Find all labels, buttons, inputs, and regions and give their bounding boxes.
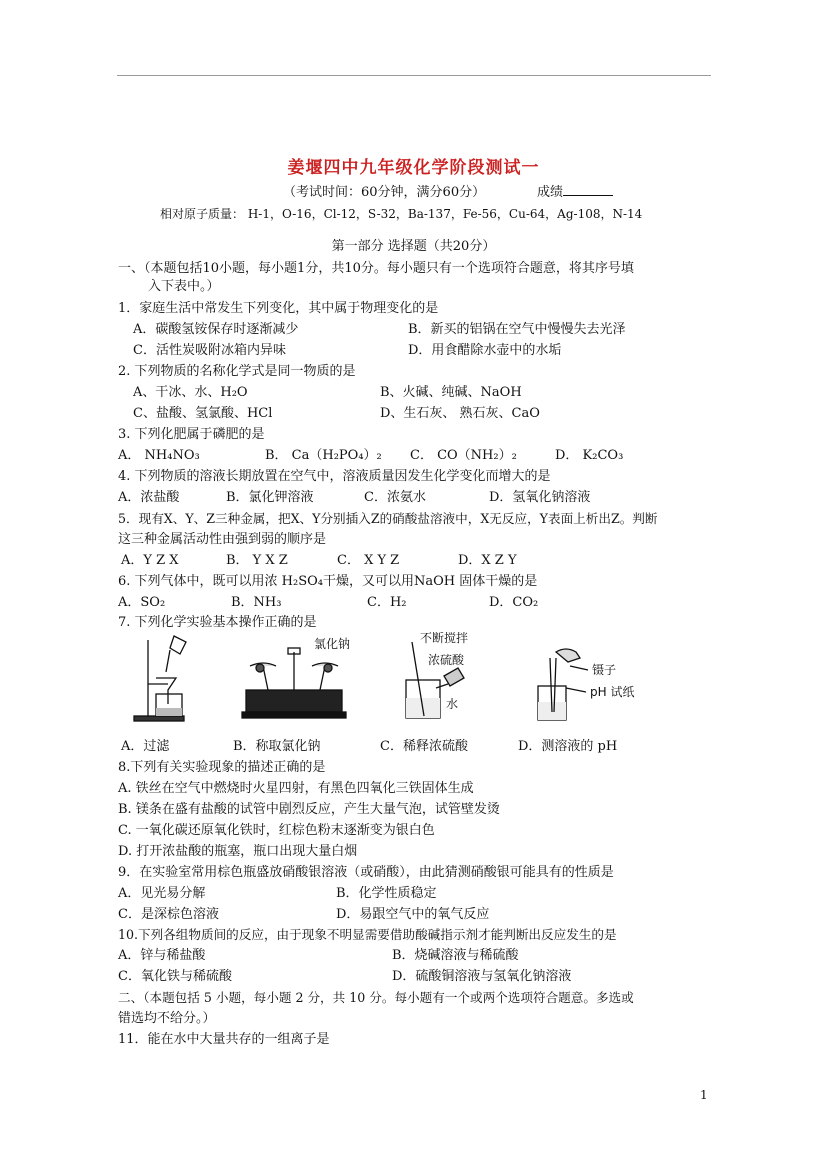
label-tweezer: 镊子	[592, 663, 617, 677]
q10-stem: 10.下列各组物质间的反应，由于现象不明显需要借助酸碱指示剂才能判断出反应发生的是	[118, 927, 617, 942]
q8-option-c: C. 一氧化碳还原氧化铁时，红棕色粉末逐渐变为银白色	[118, 823, 435, 838]
q7-option-c: C．稀释浓硫酸	[380, 739, 468, 754]
q5-option-c: C． X Y Z	[337, 553, 400, 568]
q4-option-c: C．浓氨水	[364, 490, 426, 505]
q1-stem: 1．家庭生活中常发生下列变化，其中属于物理变化的是	[118, 301, 439, 316]
exam-info: （考试时间：60分钟，满分60分）	[283, 185, 486, 200]
section1-title: 第一部分 选择题（共20分）	[331, 239, 496, 254]
q10-option-c: C．氧化铁与稀硫酸	[118, 969, 232, 984]
section1-instr-2: 入下表中。）	[148, 279, 220, 294]
section2-instr-1: 二、（本题包括 5 小题，每小题 2 分，共 10 分。每小题有一个或两个选项符合题意。多选或	[118, 990, 634, 1005]
q9-option-a: A．见光易分解	[118, 886, 206, 901]
q1-option-d: D．用食醋除水壶中的水垢	[408, 343, 562, 358]
q2-option-c: C、盐酸、氢氯酸、HCl	[133, 406, 273, 421]
q4-option-a: A．浓盐酸	[118, 490, 180, 505]
q1-option-b: B．新买的铝锅在空气中慢慢失去光泽	[408, 322, 626, 337]
score-label: 成绩	[537, 185, 564, 200]
q4-option-d: D．氢氧化钠溶液	[489, 490, 591, 505]
q9-option-b: B．化学性质稳定	[336, 886, 437, 901]
ph-test-apparatus-icon	[538, 649, 588, 720]
q7-option-b: B．称取氯化钠	[233, 739, 321, 754]
section1-instr-1: 一、（本题包括10小题，每小题1分，共10分。每小题只有一个选项符合题意，将其序号填	[118, 261, 634, 276]
q3-option-b: B． Ca（H₂PO₄）₂	[265, 448, 382, 463]
q2-option-a: A、干冰、水、H₂O	[133, 385, 248, 400]
label-water: 水	[446, 697, 459, 711]
q8-option-b: B. 镁条在盛有盐酸的试管中剧烈反应，产生大量气泡，试管壁发烫	[118, 802, 500, 817]
lab-operations-figure	[118, 632, 678, 724]
q2-option-d: D、生石灰、 熟石灰、CaO	[380, 406, 540, 421]
q9-option-d: D．易跟空气中的氧气反应	[336, 907, 490, 922]
page-number: 1	[700, 1088, 708, 1102]
q7-option-a: A．过滤	[121, 739, 170, 754]
q3-option-c: C． CO（NH₂）₂	[410, 448, 517, 463]
score-field	[537, 184, 613, 201]
q6-option-a: A．SO₂	[118, 595, 166, 610]
q6-option-b: B．NH₃	[231, 595, 282, 610]
q5-option-d: D．X Z Y	[458, 553, 517, 568]
score-blank	[563, 195, 613, 196]
q10-option-a: A．锌与稀盐酸	[118, 948, 206, 963]
q2-option-b: B、火碱、纯碱、NaOH	[380, 385, 522, 400]
q6-option-d: D．CO₂	[489, 595, 539, 610]
q1-option-a: A．碳酸氢铵保存时逐渐减少	[133, 322, 299, 337]
q10-option-b: B．烧碱溶液与稀硫酸	[392, 948, 519, 963]
label-acid: 浓硫酸	[428, 653, 465, 667]
q3-option-a: A． NH₄NO₃	[118, 448, 200, 463]
q5-stem-2: 这三种金属活动性由强到弱的顺序是	[118, 532, 327, 547]
atomic-mass: 相对原子质量： H-1，O-16，Cl-12，S-32，Ba-137，Fe-56，Cu-64，Ag-108，N-14	[160, 207, 643, 221]
q7-stem: 7. 下列化学实验基本操作正确的是	[118, 615, 317, 630]
q10-option-d: D．硫酸铜溶液与氢氧化钠溶液	[392, 969, 572, 984]
q9-stem: 9．在实验室常用棕色瓶盛放硝酸银溶液（或硝酸），由此猜测硝酸银可能具有的性质是	[118, 865, 614, 880]
label-stir: 不断搅拌	[420, 632, 469, 645]
q5-option-a: A．Y Z X	[121, 553, 179, 568]
q8-option-d: D. 打开浓盐酸的瓶塞，瓶口出现大量白烟	[118, 844, 358, 859]
q3-option-d: D． K₂CO₃	[555, 448, 624, 463]
q7-option-d: D．测溶液的 pH	[518, 739, 618, 754]
q11-stem: 11．能在水中大量共存的一组离子是	[118, 1032, 330, 1047]
q4-option-b: B．氯化钾溶液	[226, 490, 314, 505]
label-ph-paper: pH 试纸	[590, 685, 635, 699]
q6-stem: 6. 下列气体中，既可以用浓 H₂SO₄干燥，又可以用NaOH 固体干燥的是	[118, 574, 538, 589]
section2-instr-2: 错选均不给分。）	[118, 1011, 216, 1026]
header-rule	[117, 75, 711, 76]
q8-option-a: A. 铁丝在空气中燃烧时火星四射，有黑色四氧化三铁固体生成	[118, 781, 474, 796]
q5-stem-1: 5．现有X、Y、Z三种金属，把X、Y分别插入Z的硝酸盐溶液中，X无反应，Y表面上析出Z。判断	[118, 511, 658, 526]
q9-option-c: C．是深棕色溶液	[118, 907, 219, 922]
q4-stem: 4. 下列物质的溶液长期放置在空气中，溶液质量因发生化学变化而增大的是	[118, 469, 551, 484]
label-nacl: 氯化钠	[314, 637, 351, 651]
filtration-apparatus-icon	[134, 636, 186, 721]
q2-stem: 2. 下列物质的名称化学式是同一物质的是	[118, 364, 356, 379]
q8-stem: 8.下列有关实验现象的描述正确的是	[118, 760, 326, 775]
q3-stem: 3. 下列化肥属于磷肥的是	[118, 427, 265, 442]
q1-option-c: C．活性炭吸附冰箱内异味	[133, 343, 286, 358]
q5-option-b: B． Y X Z	[226, 553, 288, 568]
exam-title: 姜堰四中九年级化学阶段测试一	[287, 158, 540, 178]
q6-option-c: C．H₂	[367, 595, 407, 610]
balance-icon	[242, 648, 346, 718]
